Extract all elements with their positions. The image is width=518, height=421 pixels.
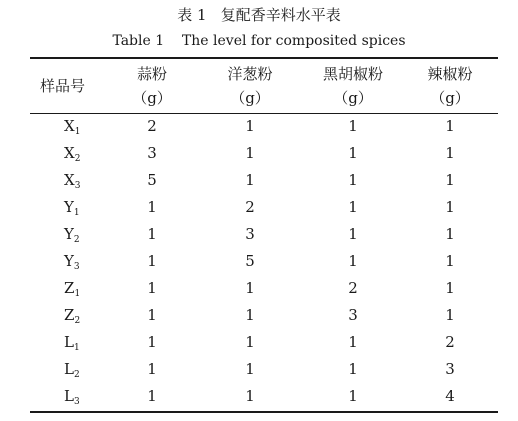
header-label: 辣椒粉 bbox=[427, 64, 473, 83]
value-cell: 1 bbox=[445, 225, 455, 243]
header-unit: （g） bbox=[430, 88, 470, 107]
sample-id-cell bbox=[30, 383, 108, 410]
sample-id-cell bbox=[30, 356, 108, 383]
sample-subscript: 1 bbox=[73, 208, 80, 218]
table-title-english: Table 1 The level for composited spices bbox=[112, 33, 406, 49]
value-cell: 1 bbox=[245, 171, 255, 189]
header-unit: （g） bbox=[333, 88, 373, 107]
table-row bbox=[30, 248, 498, 275]
sample-id-cell bbox=[30, 113, 108, 140]
sample-letter: L bbox=[64, 360, 74, 378]
sample-subscript: 2 bbox=[73, 370, 80, 380]
table-row bbox=[30, 302, 498, 329]
value-cell: 1 bbox=[245, 117, 255, 135]
sample-id-cell bbox=[30, 194, 108, 221]
value-cell: 3 bbox=[147, 144, 157, 162]
value-cell: 3 bbox=[348, 306, 358, 324]
value-cell: 1 bbox=[245, 333, 255, 351]
table-title-chinese: 表 1 复配香辛料水平表 bbox=[177, 6, 341, 24]
value-cell: 5 bbox=[245, 252, 255, 270]
value-cell: 1 bbox=[445, 144, 455, 162]
value-cell: 1 bbox=[445, 279, 455, 297]
table-row bbox=[30, 356, 498, 383]
sample-letter: L bbox=[64, 333, 74, 351]
value-cell: 1 bbox=[348, 333, 358, 351]
value-cell: 1 bbox=[245, 279, 255, 297]
header-unit: （g） bbox=[230, 88, 270, 107]
header-chili-powder bbox=[402, 58, 498, 113]
sample-subscript: 1 bbox=[74, 289, 81, 299]
value-cell: 1 bbox=[348, 198, 358, 216]
bottom-rule bbox=[30, 411, 498, 413]
sample-id-cell bbox=[30, 221, 108, 248]
sample-subscript: 3 bbox=[73, 397, 80, 407]
value-cell: 3 bbox=[445, 360, 455, 378]
sample-letter: Y bbox=[64, 198, 74, 216]
spice-level-table bbox=[30, 58, 498, 410]
sample-subscript: 3 bbox=[74, 181, 81, 191]
table-row bbox=[30, 140, 498, 167]
value-cell: 1 bbox=[445, 306, 455, 324]
header-sample-number bbox=[30, 58, 108, 113]
sample-id-cell bbox=[30, 329, 108, 356]
header-label: 样品号 bbox=[40, 76, 86, 95]
header-onion-powder bbox=[196, 58, 304, 113]
header-label: 洋葱粉 bbox=[227, 64, 273, 83]
sample-subscript: 1 bbox=[73, 343, 80, 353]
header-row bbox=[30, 58, 498, 113]
value-cell: 1 bbox=[245, 144, 255, 162]
value-cell: 1 bbox=[147, 279, 157, 297]
header-unit: （g） bbox=[132, 88, 172, 107]
value-cell: 1 bbox=[147, 252, 157, 270]
sample-letter: X bbox=[64, 144, 75, 162]
value-cell: 1 bbox=[245, 360, 255, 378]
sample-letter: X bbox=[64, 117, 75, 135]
value-cell: 1 bbox=[147, 360, 157, 378]
sample-subscript: 2 bbox=[73, 235, 80, 245]
value-cell: 1 bbox=[348, 117, 358, 135]
value-cell: 1 bbox=[348, 171, 358, 189]
value-cell: 1 bbox=[147, 333, 157, 351]
table-row bbox=[30, 194, 498, 221]
sample-id-cell bbox=[30, 140, 108, 167]
header-black-pepper-powder bbox=[304, 58, 402, 113]
value-cell: 1 bbox=[147, 387, 157, 405]
table-row bbox=[30, 221, 498, 248]
sample-id-cell bbox=[30, 302, 108, 329]
value-cell: 4 bbox=[445, 387, 455, 405]
sample-letter: X bbox=[64, 171, 75, 189]
sample-id-cell bbox=[30, 248, 108, 275]
sample-subscript: 1 bbox=[74, 127, 81, 137]
value-cell: 2 bbox=[245, 198, 255, 216]
table-row bbox=[30, 113, 498, 140]
sample-letter: Z bbox=[64, 306, 75, 324]
value-cell: 1 bbox=[348, 360, 358, 378]
value-cell: 1 bbox=[245, 387, 255, 405]
value-cell: 1 bbox=[445, 252, 455, 270]
value-cell: 1 bbox=[348, 252, 358, 270]
header-label: 黑胡椒粉 bbox=[322, 64, 383, 83]
value-cell: 1 bbox=[348, 144, 358, 162]
sample-letter: L bbox=[64, 387, 74, 405]
value-cell: 1 bbox=[147, 306, 157, 324]
sample-subscript: 3 bbox=[73, 262, 80, 272]
sample-id-cell bbox=[30, 167, 108, 194]
header-label: 蒜粉 bbox=[136, 64, 167, 83]
table-body bbox=[30, 113, 498, 410]
value-cell: 1 bbox=[445, 198, 455, 216]
sample-letter: Z bbox=[64, 279, 75, 297]
value-cell: 1 bbox=[147, 198, 157, 216]
sample-subscript: 2 bbox=[74, 316, 81, 326]
table-row bbox=[30, 329, 498, 356]
table-row bbox=[30, 383, 498, 410]
sample-subscript: 2 bbox=[74, 154, 81, 164]
value-cell: 1 bbox=[445, 171, 455, 189]
value-cell: 1 bbox=[147, 225, 157, 243]
table-row bbox=[30, 167, 498, 194]
table-row bbox=[30, 275, 498, 302]
sample-letter: Y bbox=[64, 225, 74, 243]
value-cell: 2 bbox=[445, 333, 455, 351]
value-cell: 1 bbox=[348, 225, 358, 243]
value-cell: 3 bbox=[245, 225, 255, 243]
value-cell: 1 bbox=[245, 306, 255, 324]
value-cell: 1 bbox=[445, 117, 455, 135]
value-cell: 1 bbox=[348, 387, 358, 405]
value-cell: 2 bbox=[147, 117, 157, 135]
value-cell: 5 bbox=[147, 171, 157, 189]
sample-letter: Y bbox=[64, 252, 74, 270]
sample-id-cell bbox=[30, 275, 108, 302]
header-garlic-powder bbox=[108, 58, 196, 113]
value-cell: 2 bbox=[348, 279, 358, 297]
